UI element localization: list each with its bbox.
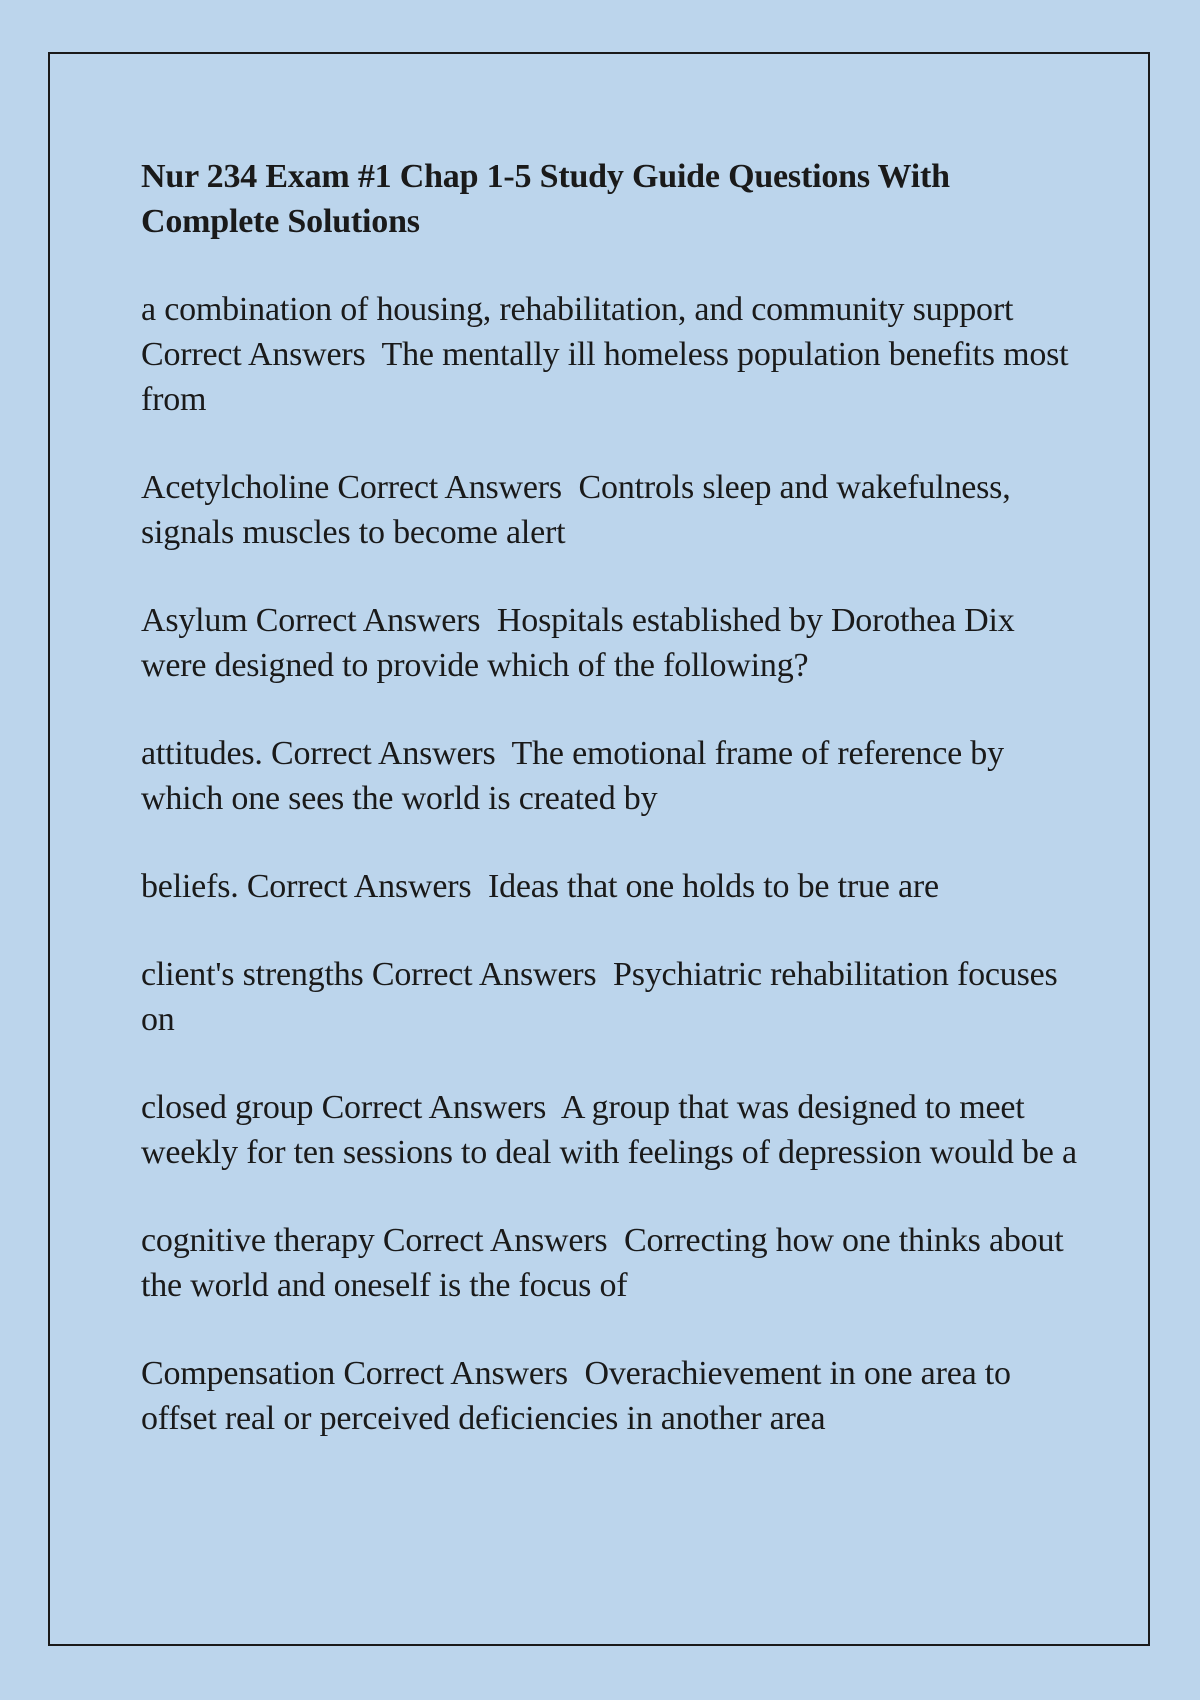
study-entry: attitudes. Correct Answers The emotional frame of reference by which one sees the world is created by xyxy=(141,735,1013,817)
study-entry: a combination of housing, rehabilitation, and community support Correct Answers The mentally ill homeless population benefits most from xyxy=(141,291,1077,418)
study-entry: closed group Correct Answers A group that was designed to meet weekly for ten sessions to deal with feelings of depression would be a xyxy=(141,1089,1077,1171)
document-title: Nur 234 Exam #1 Chap 1-5 Study Guide Questions With Complete Solutions xyxy=(141,158,950,240)
document-body xyxy=(141,154,1081,1484)
study-entry: Compensation Correct Answers Overachievement in one area to offset real or perceived deficiencies in another area xyxy=(141,1355,1020,1437)
study-entry: Acetylcholine Correct Answers Controls sleep and wakefulness, signals muscles to become alert xyxy=(141,469,1019,551)
study-entry: Asylum Correct Answers Hospitals established by Dorothea Dix were designed to provide which of the following? xyxy=(141,602,1023,684)
study-entry: cognitive therapy Correct Answers Correcting how one thinks about the world and oneself is the focus of xyxy=(141,1222,1072,1304)
study-entry: beliefs. Correct Answers Ideas that one holds to be true are xyxy=(141,868,939,905)
study-entry: client's strengths Correct Answers Psychiatric rehabilitation focuses on xyxy=(141,956,1066,1038)
